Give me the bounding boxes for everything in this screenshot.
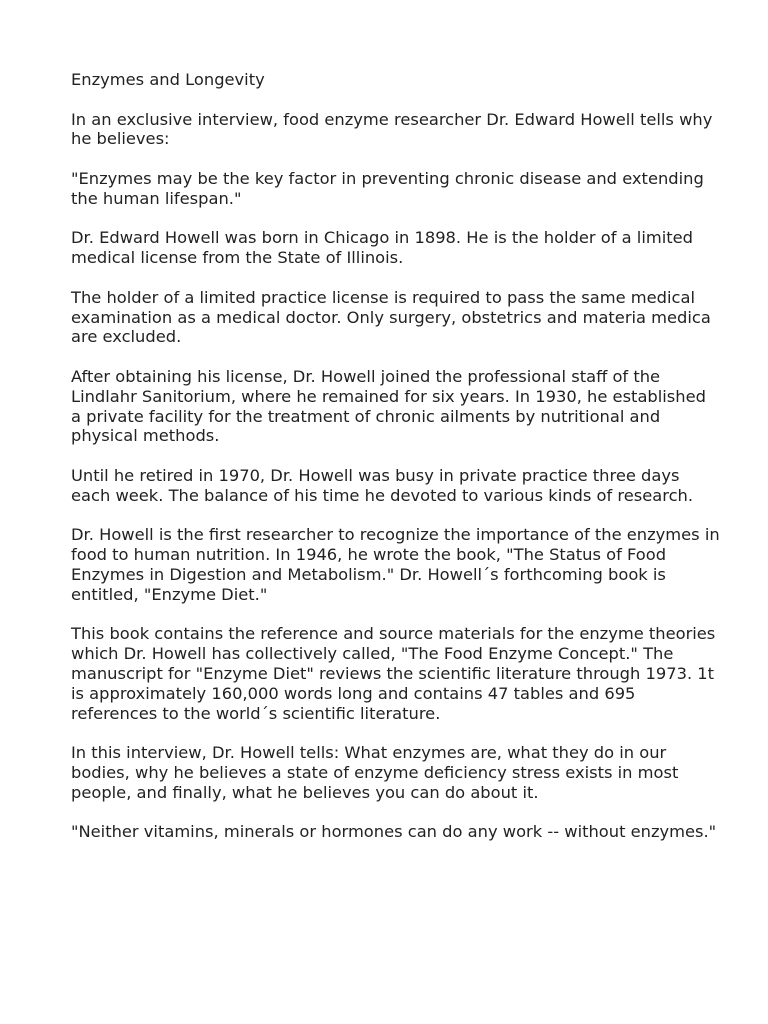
document-title: Enzymes and Longevity xyxy=(71,70,265,89)
paragraph-retirement: Until he retired in 1970, Dr. Howell was busy in private practice three days each week. The balance of his time he devoted to various kinds of research. xyxy=(71,465,694,505)
document-page xyxy=(71,70,721,862)
paragraph-intro: In an exclusive interview, food enzyme researcher Dr. Edward Howell tells why he believes: xyxy=(71,109,713,149)
paragraph-sanitorium: After obtaining his license, Dr. Howell joined the professional staff of the Lindlahr Sanitorium, where he remained for six years. In 1930, he established a private facility for the treatment of chronic ailments by nutritional and physical methods. xyxy=(71,366,706,446)
paragraph-closing-quote: "Neither vitamins, minerals or hormones can do any work -- without enzymes." xyxy=(71,822,717,842)
paragraph-birth: Dr. Edward Howell was born in Chicago in 1898. He is the holder of a limited medical license from the State of Illinois. xyxy=(71,228,693,268)
paragraph-quote: "Enzymes may be the key factor in preventing chronic disease and extending the human lifespan." xyxy=(71,168,704,208)
paragraph-research: Dr. Howell is the first researcher to recognize the importance of the enzymes in food to human nutrition. In 1946, he wrote the book, "The Status of Food Enzymes in Digestion and Metabolism." Dr. Howell´s forthcoming book is entitled, "Enzyme Diet." xyxy=(71,525,720,604)
paragraph-book: This book contains the reference and source materials for the enzyme theories which Dr. Howell has collectively called, "The Food Enzyme Concept." The manuscript for "Enzyme Diet" reviews the scientific literature through 1973. 1t is approximately 160,000 words long and contains 47 tables and 695 references to the world´s scientific literature. xyxy=(71,624,716,723)
paragraph-license: The holder of a limited practice license is required to pass the same medical examination as a medical doctor. Only surgery, obstetrics and materia medica are excluded. xyxy=(71,287,711,347)
paragraph-interview: In this interview, Dr. Howell tells: What enzymes are, what they do in our bodies, why he believes a state of enzyme deficiency stress exists in most people, and finally, what he believes you can do about it. xyxy=(71,743,679,802)
